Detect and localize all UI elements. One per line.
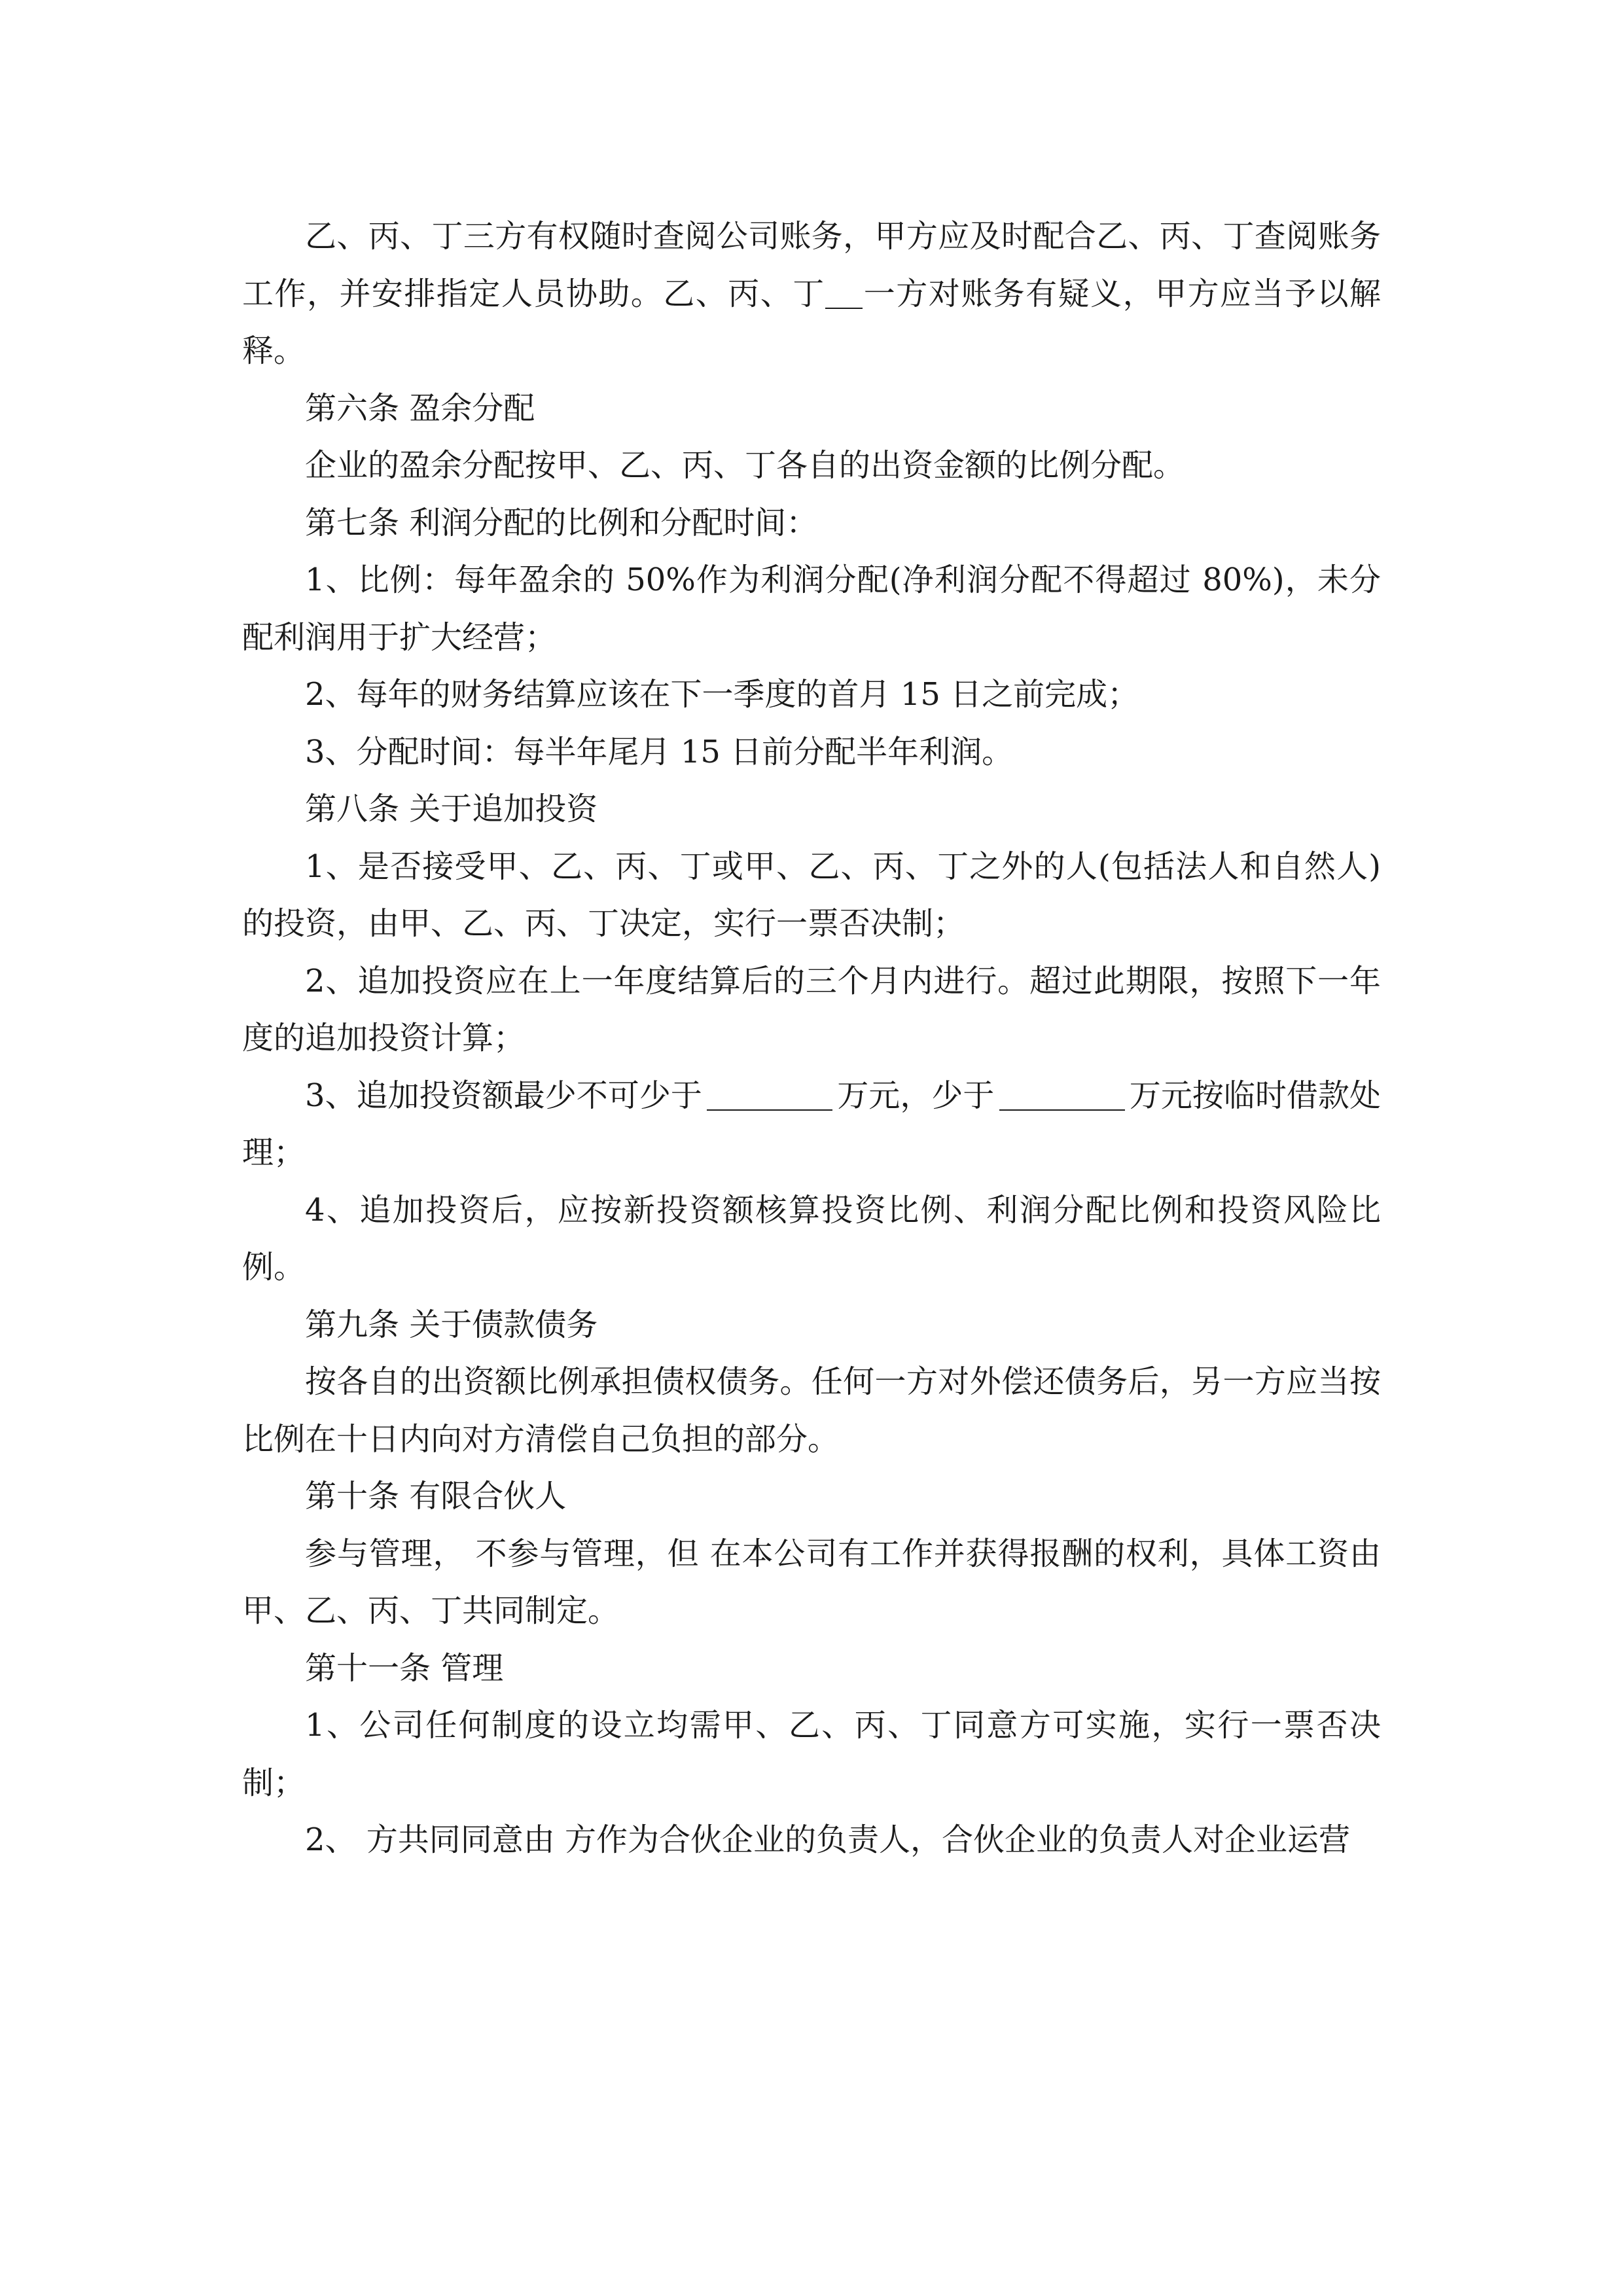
article-8-item-2: 2、追加投资应在上一年度结算后的三个月内进行。超过此期限，按照下一年度的追加投资计算； [242,962,1381,1056]
paragraph-audit-rights: 乙、丙、丁三方有权随时查阅公司账务，甲方应及时配合乙、丙、丁查阅账务工作，并安排指定人员协助。乙、丙、丁 一方对账务有疑义，甲方应当予以解释。 [242,218,1381,369]
article-8-item-1: 1、是否接受甲、乙、丙、丁或甲、乙、丙、丁之外的人(包括法人和自然人)的投资，由甲、乙、丙、丁决定，实行一票否决制； [242,848,1381,942]
article-7-item-1: 1、比例：每年盈余的 50%作为利润分配(净利润分配不得超过 80%)，未分配利润用于扩大经营； [242,562,1381,656]
article-11-item-2: 2、 方共同同意由 方作为合伙企业的负责人，合伙企业的负责人对企业运营 [305,1821,1351,1858]
blank-line [825,276,863,309]
article-11-item-1: 1、公司任何制度的设立均需甲、乙、丙、丁同意方可实施，实行一票否决制； [242,1707,1381,1801]
article-8-item-4: 4、追加投资后，应按新投资额核算投资比例、利润分配比例和投资风险比例。 [242,1191,1381,1285]
document-body [242,208,1381,1869]
blank-line [707,1078,832,1111]
article-6-text: 企业的盈余分配按甲、乙、丙、丁各自的出资金额的比例分配。 [305,447,1185,484]
article-8-title: 第八条 关于追加投资 [305,791,598,827]
article-9-title: 第九条 关于债款债务 [305,1306,598,1343]
article-10-title: 第十条 有限合伙人 [305,1478,567,1515]
article-9-text: 按各自的出资额比例承担债权债务。任何一方对外偿还债务后，另一方应当按比例在十日内向对方清偿自己负担的部分。 [242,1363,1381,1458]
article-8-item-3: 3、追加投资额最少不可少于 万元，少于 万元按临时借款处理； [242,1077,1381,1171]
article-6-title: 第六条 盈余分配 [305,389,535,427]
blank-line [999,1078,1125,1111]
article-10-text: 参与管理， 不参与管理，但 在本公司有工作并获得报酬的权利，具体工资由甲、乙、丙、丁共同制定。 [242,1535,1381,1629]
article-11-title: 第十一条 管理 [305,1649,504,1687]
article-7-title: 第七条 利润分配的比例和分配时间： [305,504,818,541]
article-7-item-3: 3、分配时间：每半年尾月 15 日前分配半年利润。 [305,733,1014,770]
article-7-item-2: 2、每年的财务结算应该在下一季度的首月 15 日之前完成； [305,676,1139,713]
